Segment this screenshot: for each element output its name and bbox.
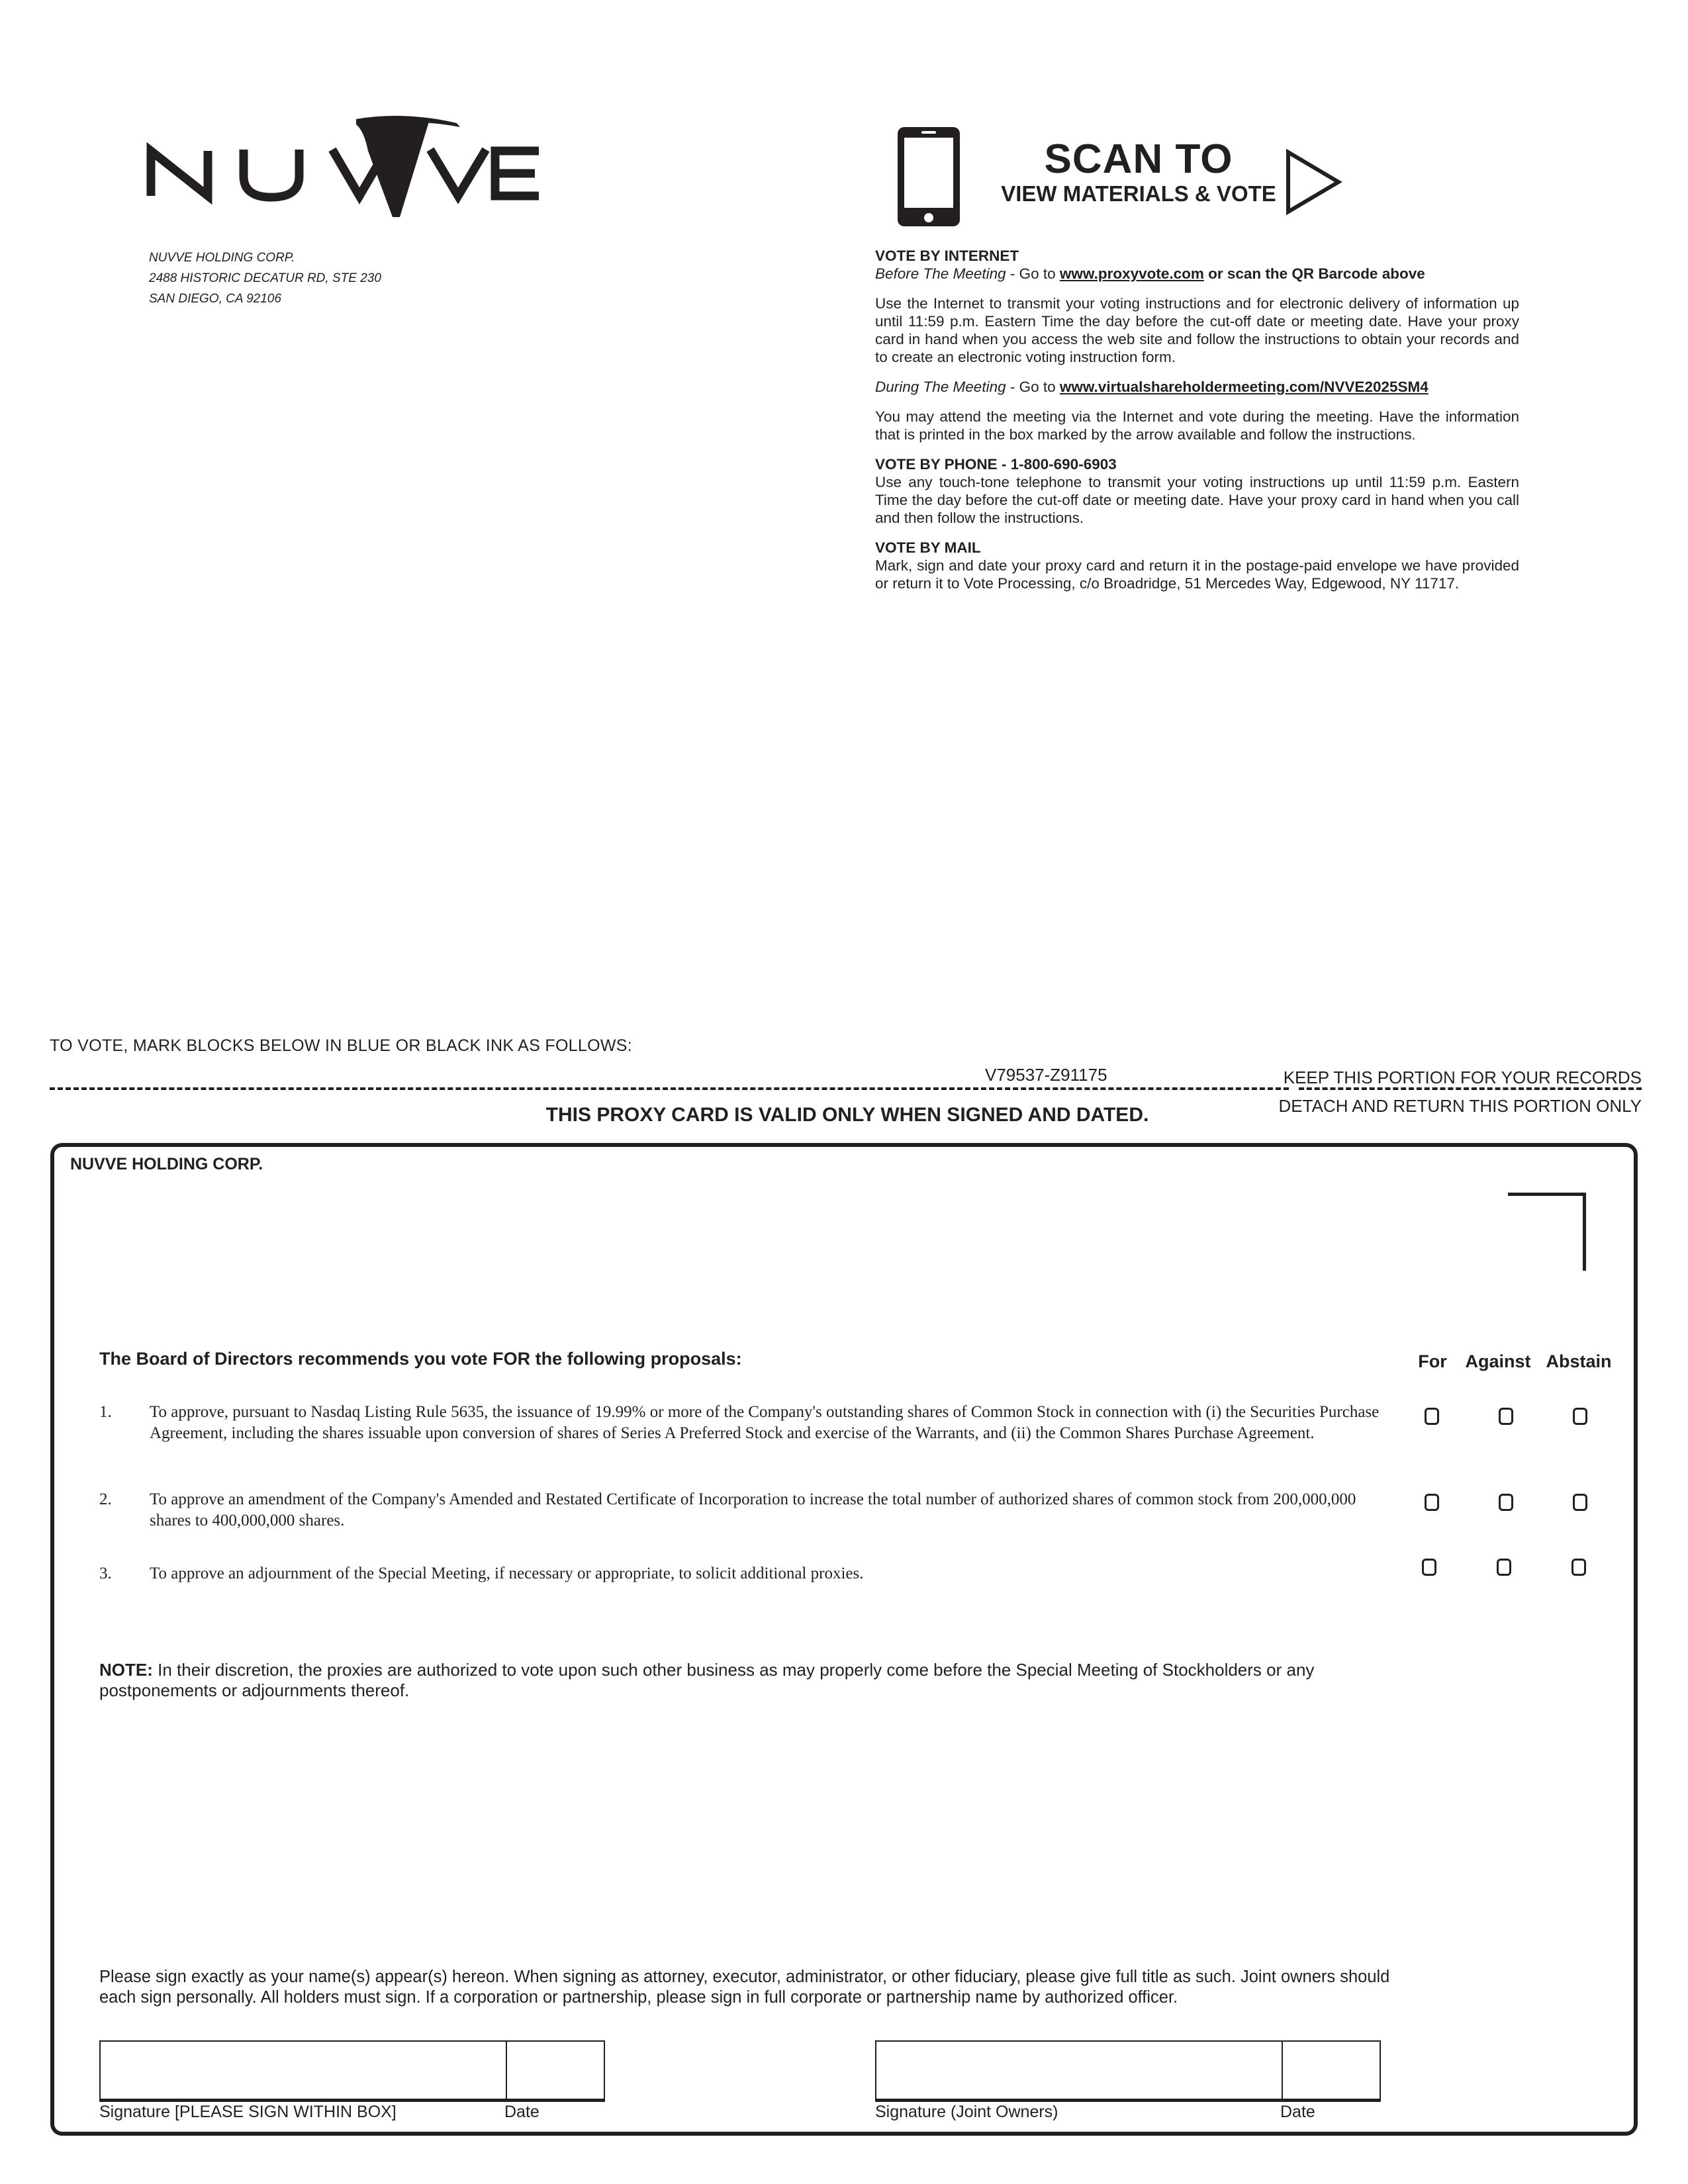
proposal-text: To approve an amendment of the Company's Amended and Restated Certificate of Incorporation to increase the total number of authorized shares of common stock from 200,000,000 shares to 400,000,000 shares. xyxy=(150,1490,1356,1529)
valid-notice: THIS PROXY CARD IS VALID ONLY WHEN SIGNED AND DATED. xyxy=(545,1104,1149,1126)
address-line: SAN DIEGO, CA 92106 xyxy=(149,292,281,306)
nuvve-logo xyxy=(146,111,602,230)
voting-instructions xyxy=(875,247,1519,592)
smartphone-icon xyxy=(895,124,962,229)
during-meeting-label: During The Meeting xyxy=(875,379,1006,395)
control-number: V79537-Z91175 xyxy=(985,1065,1107,1085)
before-goto: - Go to xyxy=(1006,265,1060,282)
proposal-3 xyxy=(99,1563,1383,1587)
company-address xyxy=(149,248,381,309)
proposal-number: 2. xyxy=(99,1490,112,1508)
proposal-text: To approve an adjournment of the Special Meeting, if necessary or appropriate, to solicit additional proxies. xyxy=(150,1565,864,1582)
vote-phone-heading: VOTE BY PHONE - 1-800-690-6903 xyxy=(875,456,1117,473)
vote-before-meeting xyxy=(875,265,1519,283)
during-goto: - Go to xyxy=(1006,379,1060,395)
before-meeting-label: Before The Meeting xyxy=(875,265,1006,282)
proposal-1-against-checkbox[interactable] xyxy=(1499,1408,1513,1425)
signature-underline xyxy=(99,2099,605,2102)
signature-box[interactable] xyxy=(99,2040,605,2100)
scan-to-vote-title xyxy=(980,136,1297,206)
proposal-1-abstain-checkbox[interactable] xyxy=(1573,1408,1587,1425)
proposal-2 xyxy=(99,1489,1383,1535)
signature-label: Signature [PLEASE SIGN WITHIN BOX] xyxy=(99,2103,397,2121)
column-against: Against xyxy=(1465,1351,1531,1371)
card-company-name: NUVVE HOLDING CORP. xyxy=(70,1155,263,1173)
joint-date-label: Date xyxy=(1280,2103,1315,2121)
joint-signature-box[interactable] xyxy=(875,2040,1381,2100)
corner-mark-icon xyxy=(1508,1193,1586,1271)
proposal-number: 1. xyxy=(99,1403,112,1421)
keep-portion-label: KEEP THIS PORTION FOR YOUR RECORDS xyxy=(1283,1068,1642,1087)
proposal-2-against-checkbox[interactable] xyxy=(1499,1494,1513,1511)
play-arrow-icon xyxy=(1284,148,1344,216)
detach-return-label: DETACH AND RETURN THIS PORTION ONLY xyxy=(1278,1096,1642,1116)
vote-internet-heading: VOTE BY INTERNET xyxy=(875,248,1019,264)
date-divider xyxy=(506,2042,507,2099)
note-label: NOTE: xyxy=(99,1660,153,1680)
vote-phone-body: Use any touch-tone telephone to transmit your voting instructions up until 11:59 p.m. Eastern Time the day before the cut-off date or meeting date. Have your proxy card in hand when you call and then follow the instructions. xyxy=(875,474,1519,526)
proposal-number: 3. xyxy=(99,1565,112,1582)
vote-during-meeting xyxy=(875,378,1519,396)
scan-title: SCAN TO xyxy=(1044,136,1233,182)
detach-line xyxy=(50,1087,1289,1090)
vote-mail-body: Mark, sign and date your proxy card and return it in the postage-paid envelope we have provided or return it to Vote Processing, c/o Broadridge, 51 Mercedes Way, Edgewood, NY 11717. xyxy=(875,557,1519,592)
vote-during-body: You may attend the meeting via the Internet and vote during the meeting. Have the information that is printed in the box marked by the arrow available and follow the instructions. xyxy=(875,408,1519,443)
vote-internet-body: Use the Internet to transmit your voting instructions and for electronic delivery of information up until 11:59 p.m. Eastern Time the day before the cut-off date or meeting date. Have your proxy card in hand when you access the web site and follow the instructions to obtain your records and to create an electronic voting instruction form. xyxy=(875,295,1519,365)
virtual-meeting-link[interactable]: www.virtualshareholdermeeting.com/NVVE2025SM4 xyxy=(1059,379,1429,395)
date-label: Date xyxy=(504,2103,539,2121)
discretion-note xyxy=(99,1660,1390,1701)
address-line: 2488 HISTORIC DECATUR RD, STE 230 xyxy=(149,271,381,285)
note-text: In their discretion, the proxies are authorized to vote upon such other business as may properly come before the Special Meeting of Stockholders or any postponements or adjournments thereof. xyxy=(99,1660,1315,1700)
proposal-1-for-checkbox[interactable] xyxy=(1425,1408,1439,1425)
date-divider xyxy=(1282,2042,1283,2099)
proposal-3-against-checkbox[interactable] xyxy=(1497,1559,1511,1576)
proxyvote-link[interactable]: www.proxyvote.com xyxy=(1059,265,1204,282)
before-rest: or scan the QR Barcode above xyxy=(1203,265,1425,282)
column-abstain: Abstain xyxy=(1546,1351,1612,1371)
board-recommendation: The Board of Directors recommends you vote FOR the following proposals: xyxy=(99,1349,742,1369)
proposal-2-abstain-checkbox[interactable] xyxy=(1573,1494,1587,1511)
proposal-2-for-checkbox[interactable] xyxy=(1425,1494,1439,1511)
detach-line-right xyxy=(1299,1087,1642,1090)
proposal-text: To approve, pursuant to Nasdaq Listing Rule 5635, the issuance of 19.99% or more of the Company's outstanding shares of Common Stock in connection with (i) the Securities Purchase Agreement, including the shares issuable upon conversion of shares of Series A Preferred Stock and exercise of the Warrants, and (ii) the Common Shares Purchase Agreement. xyxy=(150,1403,1380,1442)
scan-subtitle: VIEW MATERIALS & VOTE xyxy=(1001,181,1276,206)
mark-instructions: TO VOTE, MARK BLOCKS BELOW IN BLUE OR BLACK INK AS FOLLOWS: xyxy=(50,1036,632,1055)
joint-signature-label: Signature (Joint Owners) xyxy=(875,2103,1058,2121)
signing-instructions: Please sign exactly as your name(s) appear(s) hereon. When signing as attorney, executor, administrator, or other fiduciary, please give full title as such. Joint owners should each sign personally. All holders must sign. If a corporation or partnership, please sign in full corporate or partnership name by authorized officer. xyxy=(99,1968,1390,2007)
vote-mail-heading: VOTE BY MAIL xyxy=(875,539,981,556)
proposal-1 xyxy=(99,1402,1383,1468)
signature-underline xyxy=(875,2099,1381,2102)
address-line: NUVVE HOLDING CORP. xyxy=(149,251,295,265)
column-for: For xyxy=(1418,1351,1447,1371)
proposal-3-for-checkbox[interactable] xyxy=(1422,1559,1436,1576)
proposal-3-abstain-checkbox[interactable] xyxy=(1571,1559,1586,1576)
